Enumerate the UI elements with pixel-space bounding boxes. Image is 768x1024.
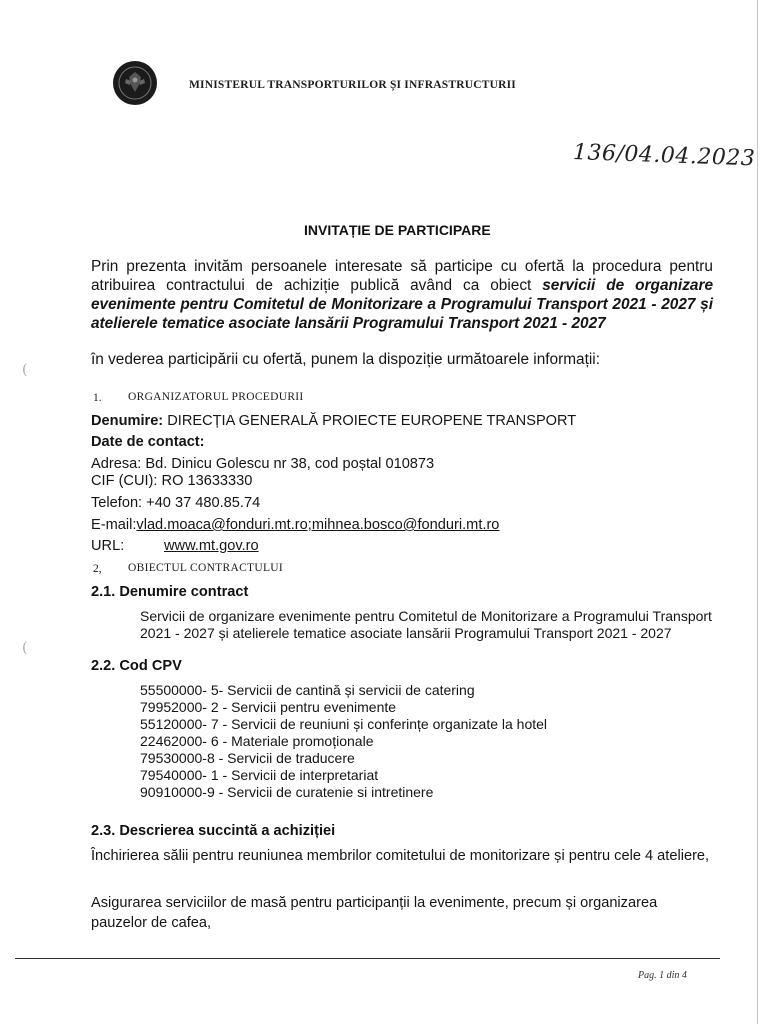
intro-object: servicii de organizare evenimente pentru Comitetul de Monitorizare a Programului Transport 2021 - 2027 și atelierele tematice asociate lansării Programului Transport 2021 - 2027: [91, 277, 714, 332]
organizer-name-label: Denumire:: [91, 413, 164, 429]
registration-number: 136/04.04.2023: [572, 140, 756, 172]
phone-line: Telefon: +40 37 480.85.74: [91, 495, 261, 511]
address-line: Adresa: Bd. Dinicu Golescu nr 38, cod poștal 010873: [91, 456, 435, 472]
organizer-name-row: [91, 413, 576, 429]
ministry-name: MINISTERUL TRANSPORTURILOR ȘI INFRASTRUCTURII: [189, 79, 516, 91]
cpv-item: 90910000-9 - Servicii de curatenie si intretinere: [140, 784, 434, 800]
subsection-2-1-title: 2.1. Denumire contract: [91, 584, 249, 600]
contract-name-text: Servicii de organizare evenimente pentru Comitetul de Monitorizare a Programului Transport 2021 - 2027 și atelierele tematice asociate lansării Programului Transport 2021 - 2027: [140, 608, 712, 641]
margin-mark: (: [22, 362, 28, 378]
intro-paragraph: [91, 257, 713, 333]
scan-edge-line: [757, 0, 758, 1024]
description-paragraph: Asigurarea serviciilor de masă pentru participanții la evenimente, precum și organizarea pauzelor de cafea,: [91, 895, 658, 931]
cpv-item: 22462000- 6 - Materiale promoționale: [140, 733, 374, 749]
ministry-emblem-icon: [113, 61, 157, 105]
section-2-title: OBIECTUL CONTRACTULUI: [128, 562, 284, 574]
page-number: Pag. 1 din 4: [638, 970, 687, 981]
subsection-2-3-title: 2.3. Descrierea succintă a achiziției: [91, 823, 336, 839]
cpv-item: 55120000- 7 - Servicii de reuniuni și conferințe organizate la hotel: [140, 716, 548, 732]
section-2-number: 2,: [93, 563, 102, 575]
lead-sentence: în vederea participării cu ofertă, punem la dispoziție următoarele informații:: [91, 351, 600, 368]
organizer-name-value: DIRECȚIA GENERALĂ PROIECTE EUROPENE TRANSPORT: [167, 413, 577, 429]
cpv-item: 79952000- 2 - Servicii pentru evenimente: [140, 699, 397, 715]
description-paragraph: Închirierea sălii pentru reuniunea membrilor comitetului de monitorizare și pentru cele 4 ateliere,: [91, 848, 710, 864]
cpv-item: 55500000- 5- Servicii de cantină și servicii de catering: [140, 682, 475, 698]
margin-mark: (: [22, 640, 28, 656]
footer-divider: [15, 958, 720, 959]
cpv-item: 79530000-8 - Servicii de traducere: [140, 750, 355, 766]
section-1-title: ORGANIZATORUL PROCEDURII: [128, 391, 304, 403]
cpv-item: 79540000- 1 - Servicii de interpretariat: [140, 767, 379, 783]
email-label: E-mail:: [91, 517, 137, 533]
cif-line: CIF (CUI): RO 13633330: [91, 473, 253, 489]
email-row: [91, 517, 499, 533]
contact-label: Date de contact:: [91, 434, 205, 450]
document-title: INVITAȚIE DE PARTICIPARE: [304, 222, 491, 238]
section-1-number: 1.: [93, 392, 102, 404]
intro-prefix: Prin prezenta invităm persoanele interesate să participe cu ofertă la procedura pentru atribuirea contractului de achiziție publică având ca obiect: [91, 258, 713, 294]
url-label: URL:: [91, 538, 125, 554]
email-link[interactable]: vlad.moaca@fonduri.mt.ro;mihnea.bosco@fonduri.mt.ro: [136, 517, 500, 533]
url-link[interactable]: www.mt.gov.ro: [164, 538, 259, 554]
subsection-2-2-title: 2.2. Cod CPV: [91, 658, 182, 674]
